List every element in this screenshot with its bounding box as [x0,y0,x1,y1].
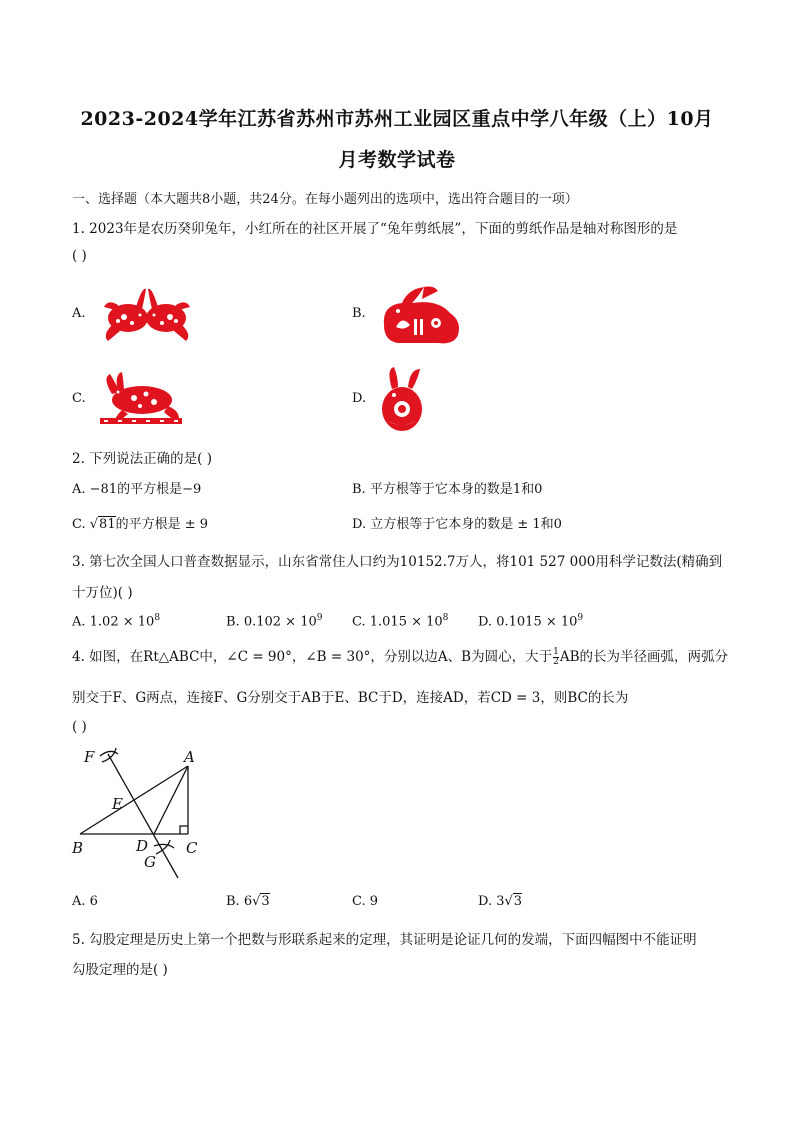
q4-option-b: B. 6√3 [226,894,270,909]
question-3-text-cont: 十万位)( ) [72,585,133,601]
rabbit-papercut-single-icon [378,285,464,347]
q3-option-b-base: B. 0.102 × 10 [226,614,317,630]
q1-option-c-label: C. [72,391,86,406]
half-fraction [553,648,559,667]
rabbit-papercut-pair-icon [98,285,196,345]
question-3-text: 3. 第七次全国人口普查数据显示，山东省常住人口约为10152.7万人，将101 527 000用科学记数法(精确到 [72,554,723,570]
q1-option-a-label: A. [72,306,86,321]
arc-g-upper [154,844,174,848]
label-f: F [84,748,95,766]
q2-option-c-radicand: 81 [99,517,116,532]
q3-option-d-base: D. 0.1015 × 10 [478,614,578,630]
label-g: G [144,853,156,871]
q3-option-c-exp: 8 [442,613,449,623]
question-5-text-cont: 勾股定理的是( ) [72,962,168,978]
q3-option-b-exp: 9 [316,613,323,623]
q2-option-b: B. 平方根等于它本身的数是1和0 [352,482,543,497]
q3-option-a-base: A. 1.02 × 10 [72,614,155,630]
rabbit-papercut-round-icon [378,365,426,435]
q4-option-c: C. 9 [352,894,379,909]
q3-option-d-exp: 9 [577,613,584,623]
rabbit-papercut-running-icon [98,370,184,426]
question-5-text: 5. 勾股定理是历史上第一个把数与形联系起来的定理，其证明是论证几何的发端，下面四幅图中不能证明 [72,932,697,948]
q3-option-d [478,613,583,629]
q4-option-d-coef: D. 3 [478,894,505,909]
q4-option-b-coef: B. 6 [226,894,253,909]
half-fraction-num: 1 [553,647,559,657]
q2-option-d: D. 立方根等于它本身的数是 ± 1和0 [352,517,562,532]
question-2-text: 2. 下列说法正确的是( ) [72,451,212,467]
label-d: D [136,837,149,855]
q2-option-c: C. √81的平方根是 ± 9 [72,517,209,532]
exam-title-line2: 月考数学试卷 [338,149,456,171]
section-heading: 一、选择题（本大题共8小题，共24分。在每小题列出的选项中，选出符合题目的一项） [72,192,578,207]
q2-option-a: A. −81的平方根是−9 [72,482,202,497]
q4-option-a: A. 6 [72,894,98,909]
half-fraction-den: 2 [553,657,559,667]
right-angle-mark [180,826,188,834]
q3-option-a [72,613,160,629]
exam-title-line1: 2023-2024学年江苏省苏州市苏州工业园区重点中学八年级（上）10月 [80,108,714,130]
question-1-paren: ( ) [72,248,87,264]
question-1-text: 1. 2023年是农历癸卯兔年，小红所在的社区开展了“兔年剪纸展”，下面的剪纸作品是轴对称图形的是 [72,221,678,237]
q2-option-c-suffix: 的平方根是 ± 9 [115,517,209,532]
label-e: E [112,795,123,813]
line-fg [108,754,178,878]
triangle-geometry-figure [70,742,220,882]
question-4-text [72,645,728,667]
q4-option-d: D. 3√3 [478,894,523,909]
q1-option-b-label: B. [352,306,366,321]
question-4-text-b: AB的长为半径画弧，两弧分 [559,649,728,665]
question-4-text-cont: 别交于F、G两点，连接F、G分别交于AB于E、BC于D，连接AD，若CD = 3，则BC的长为 [72,690,629,706]
q4-option-b-radicand: 3 [261,894,270,909]
q2-option-c-prefix: C. [72,517,90,532]
q3-option-c [352,613,448,629]
label-a: A [184,748,195,766]
question-4-paren: ( ) [72,719,87,735]
q4-option-d-radicand: 3 [513,894,523,909]
q3-option-a-exp: 8 [154,613,161,623]
label-b: B [72,839,84,857]
q3-option-c-base: C. 1.015 × 10 [352,614,443,630]
label-c: C [186,839,198,857]
q1-option-d-label: D. [352,391,367,406]
question-4-text-a: 4. 如图，在Rt△ABC中，∠C = 90°，∠B = 30°，分别以边A、B为圆心，大于 [72,649,553,665]
q3-option-b [226,613,322,629]
